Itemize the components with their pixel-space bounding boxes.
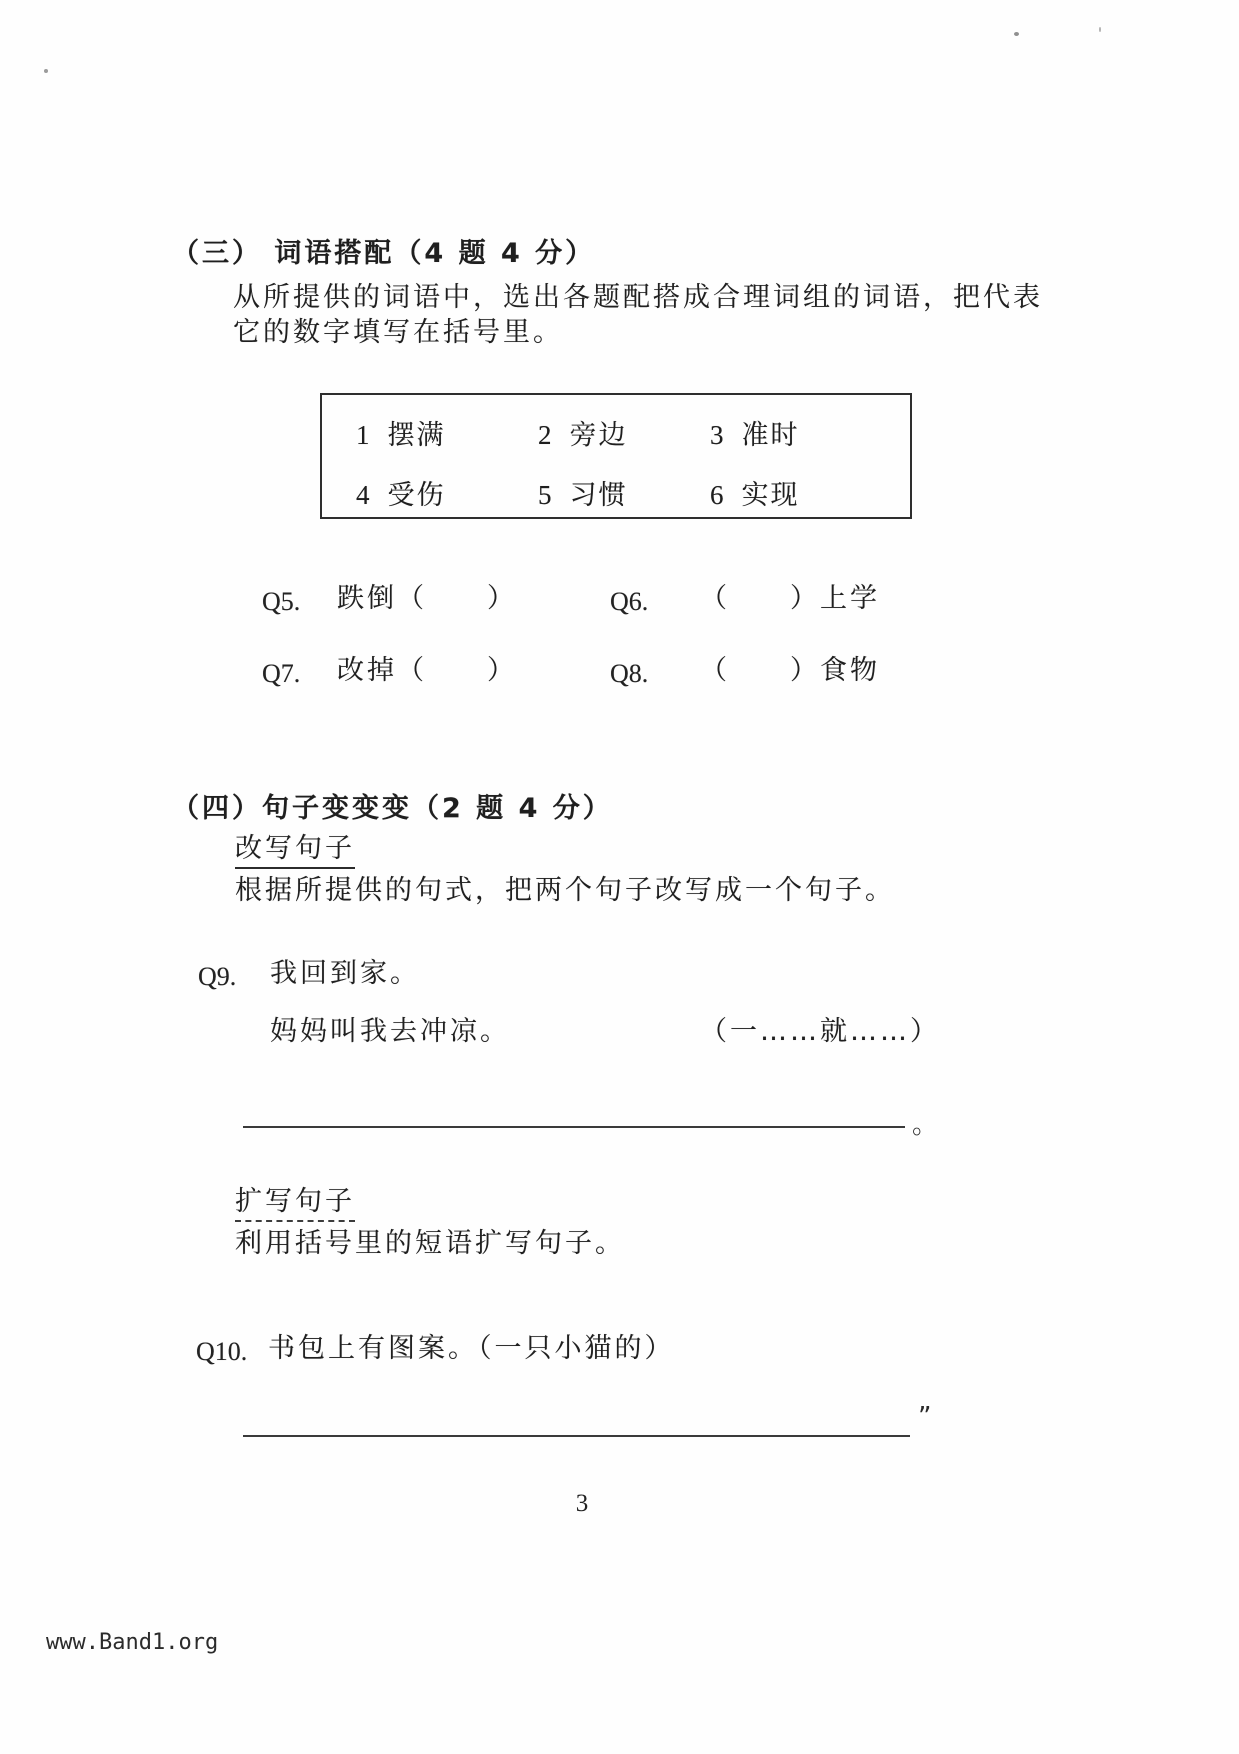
q9-label: Q9. <box>198 962 237 991</box>
section3-heading: （三） 词语搭配（4 题 4 分） <box>172 238 596 269</box>
word-text: 实现 <box>741 480 800 511</box>
q9-sentence2: 妈妈叫我去冲凉。 <box>270 1016 510 1047</box>
q9-answer-line <box>243 1098 905 1128</box>
scan-speck <box>1099 27 1101 32</box>
word-number: 1 <box>356 420 372 450</box>
q8-label: Q8. <box>610 659 649 688</box>
word-number: 6 <box>710 480 726 510</box>
expand-instruction: 利用括号里的短语扩写句子。 <box>235 1228 625 1259</box>
section4-heading: （四）句子变变变（2 题 4 分） <box>172 793 613 824</box>
q10-answer-line-end-punctuation: ” <box>918 1402 932 1432</box>
rewrite-subsection-title <box>235 833 355 865</box>
word-number: 2 <box>538 420 554 450</box>
word-number: 3 <box>710 420 726 450</box>
watermark-url: www.Band1.org <box>46 1630 219 1655</box>
word-text: 习惯 <box>569 480 628 511</box>
word-text: 准时 <box>741 420 800 451</box>
q7-text: 改掉（ ） <box>337 655 517 686</box>
word-number: 5 <box>538 480 554 510</box>
q10-sentence: 书包上有图案。（一只小猫的） <box>268 1333 675 1364</box>
expand-subsection-title <box>235 1186 355 1218</box>
section3-instruction-line1: 从所提供的词语中，选出各题配搭成合理词组的词语，把代表 <box>233 282 1043 313</box>
q5-label: Q5. <box>262 587 301 616</box>
q8-text: （ ）食物 <box>700 655 880 686</box>
word-text: 旁边 <box>569 420 628 451</box>
rewrite-instruction: 根据所提供的句式，把两个句子改写成一个句子。 <box>235 875 895 906</box>
word-bank-item <box>538 413 710 457</box>
page-number: 3 <box>575 1490 589 1517</box>
word-bank-item <box>356 413 538 457</box>
q10-label: Q10. <box>196 1337 248 1366</box>
word-bank-box <box>320 393 912 519</box>
scan-speck <box>1014 32 1019 36</box>
q10-answer-line <box>243 1407 910 1437</box>
word-bank-item <box>356 473 538 517</box>
q9-pattern-hint: （一……就……） <box>700 1016 940 1047</box>
q6-label: Q6. <box>610 587 649 616</box>
q7-label: Q7. <box>262 659 301 688</box>
q5-text: 跌倒（ ） <box>337 583 517 614</box>
q9-sentence1: 我回到家。 <box>270 958 420 989</box>
rewrite-title-text: 改写句子 <box>235 833 355 869</box>
q9-answer-line-end-punctuation: 。 <box>912 1110 939 1140</box>
word-bank-item <box>710 473 904 517</box>
section3-instruction-line2: 它的数字填写在括号里。 <box>233 317 563 348</box>
word-text: 摆满 <box>387 420 446 451</box>
expand-title-text: 扩写句子 <box>235 1186 355 1222</box>
word-bank-item <box>710 413 904 457</box>
word-bank-item <box>538 473 710 517</box>
word-text: 受伤 <box>387 480 446 511</box>
scan-speck <box>44 69 48 73</box>
q6-text: （ ）上学 <box>700 583 880 614</box>
word-number: 4 <box>356 480 372 510</box>
